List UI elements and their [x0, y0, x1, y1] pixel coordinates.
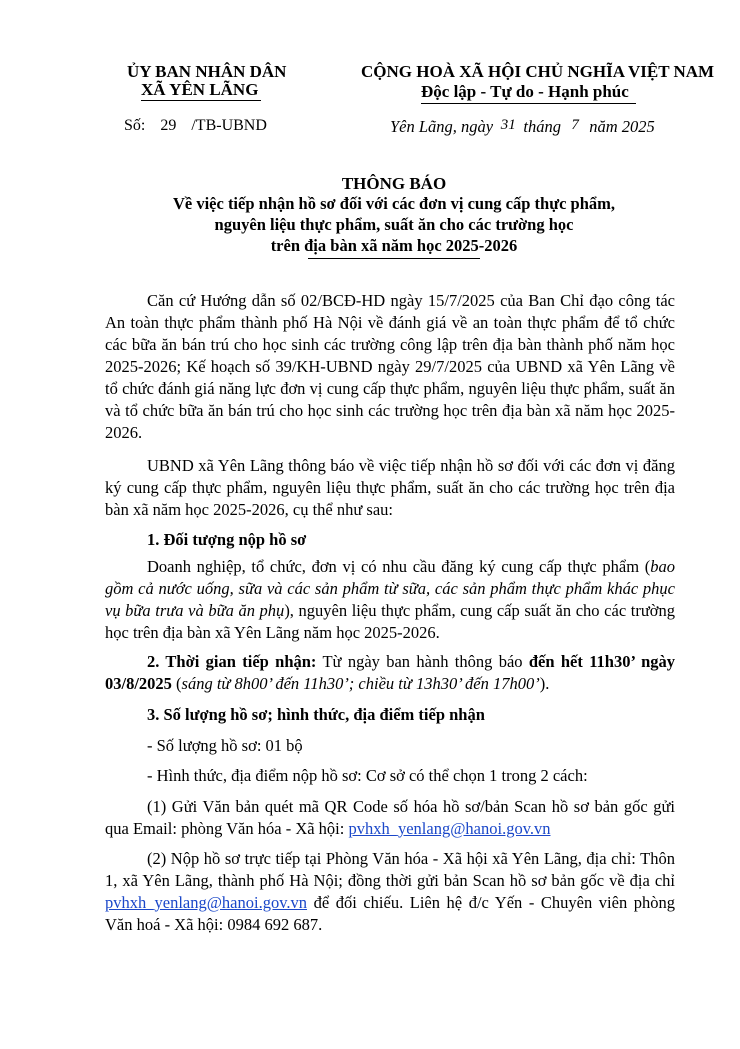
section3-method: - Hình thức, địa điểm nộp hồ sơ: Cơ sở có thể chọn 1 trong 2 cách:: [147, 766, 588, 785]
section2-text-b: (: [171, 674, 182, 693]
section3-heading: 3. Số lượng hồ sơ; hình thức, địa điểm tiếp nhận: [147, 705, 485, 724]
option1-paragraph: [105, 796, 675, 840]
date-day: 31: [500, 117, 516, 133]
intro-paragraph: Căn cứ Hướng dẫn số 02/BCĐ-HD ngày 15/7/2025 của Ban Chỉ đạo công tác An toàn thực phẩm thành phố Hà Nội về đánh giá về an toàn thực phẩm để tổ chức các bữa ăn bán trú cho học sinh các trường công lập trên địa bàn thành phố năm học 2025-2026; Kế hoạch số 39/KH-UBND ngày 29/7/2025 của UBND xã Yên Lãng về tổ chức đánh giá năng lực đơn vị cung cấp thực phẩm, nguyên liệu thực phẩm, suất ăn và tổ chức bữa ăn bán trú cho học sinh các trường học trên địa bàn xã năm học 2025-2026.: [105, 291, 675, 442]
doc-subtitle-line2: nguyên liệu thực phẩm, suất ăn cho các trường học: [214, 215, 574, 234]
org-name-line1: ỦY BAN NHÂN DÂN: [127, 62, 287, 81]
date-month-label: tháng: [523, 117, 561, 136]
doc-number-label: Số:: [124, 117, 146, 134]
motto-underline: [421, 103, 636, 104]
nation-motto: Độc lập - Tự do - Hạnh phúc: [421, 82, 629, 101]
doc-subtitle-line1: Về việc tiếp nhận hồ sơ đối với các đơn vị cung cấp thực phẩm,: [172, 194, 616, 213]
doc-number-value: 29: [160, 117, 177, 134]
doc-title: THÔNG BÁO: [341, 174, 447, 193]
doc-date: [390, 117, 655, 137]
option1-email-link[interactable]: pvhxh_yenlang@hanoi.gov.vn: [348, 819, 551, 838]
section1-text-a: Doanh nghiệp, tổ chức, đơn vị có nhu cầu đăng ký cung cấp thực phẩm (: [147, 557, 651, 576]
date-prefix: Yên Lãng, ngày: [390, 117, 494, 136]
option2-text-b: để đối chiếu. Liên hệ đ/c Yến - Chuyên viên phòng Văn hoá - Xã hội: 0984 692 687.: [105, 893, 675, 934]
section2-text-c: ).: [539, 674, 550, 693]
option2-email-link[interactable]: pvhxh_yenlang@hanoi.gov.vn: [105, 893, 308, 912]
org-name-line2: XÃ YÊN LÃNG: [141, 80, 259, 99]
section1-text-italic: bao gồm cả nước uống, sữa và các sản phẩm từ sữa, các sản phẩm thực phẩm khác phục vụ bữa trưa và bữa ăn phụ: [105, 557, 675, 620]
section2-deadline: đến hết 11h30’ ngày 03/8/2025: [105, 652, 676, 693]
option2-text-a: (2) Nộp hồ sơ trực tiếp tại Phòng Văn hóa - Xã hội xã Yên Lãng, địa chỉ: Thôn 1, xã Yên Lãng, thành phố Hà Nội; đồng thời gửi bản Scan hồ sơ bản gốc về địa chỉ: [105, 849, 675, 890]
notice-paragraph: UBND xã Yên Lãng thông báo về việc tiếp nhận hồ sơ đối với các đơn vị đăng ký cung cấp thực phẩm, nguyên liệu thực phẩm, suất ăn cho các trường học trên địa bàn xã năm học 2025-2026, cụ thể như sau:: [105, 456, 675, 519]
option2-paragraph: [105, 848, 675, 936]
section2-paragraph: [105, 651, 675, 695]
nation-title: CỘNG HOÀ XÃ HỘI CHỦ NGHĨA VIỆT NAM: [361, 62, 715, 81]
section1-paragraph: [105, 556, 675, 644]
section2-text-a: Từ ngày ban hành thông báo: [316, 652, 529, 671]
doc-subtitle-line3: trên địa bàn xã năm học 2025-2026: [270, 236, 518, 255]
section3-count: - Số lượng hồ sơ: 01 bộ: [147, 736, 303, 755]
section1-text-b: ), nguyên liệu thực phẩm, cung cấp suất ăn cho các trường học trên địa bàn xã Yên Lãng năm học 2025-2026.: [105, 601, 675, 642]
date-year: năm 2025: [589, 117, 655, 136]
doc-number-suffix: /TB-UBND: [191, 117, 267, 134]
title-underline: [308, 258, 480, 259]
option1-text: (1) Gửi Văn bản quét mã QR Code số hóa hồ sơ/bản Scan hồ sơ bản gốc gửi qua Email: phòng Văn hóa - Xã hội:: [105, 797, 675, 838]
org-underline: [141, 100, 261, 101]
section1-heading: 1. Đối tượng nộp hồ sơ: [147, 530, 307, 549]
doc-number: [124, 117, 267, 135]
section2-hours: sáng từ 8h00’ đến 11h30’; chiều từ 13h30’ đến 17h00’: [181, 674, 540, 693]
date-month: 7: [571, 117, 579, 133]
section2-heading: 2. Thời gian tiếp nhận:: [147, 652, 317, 671]
